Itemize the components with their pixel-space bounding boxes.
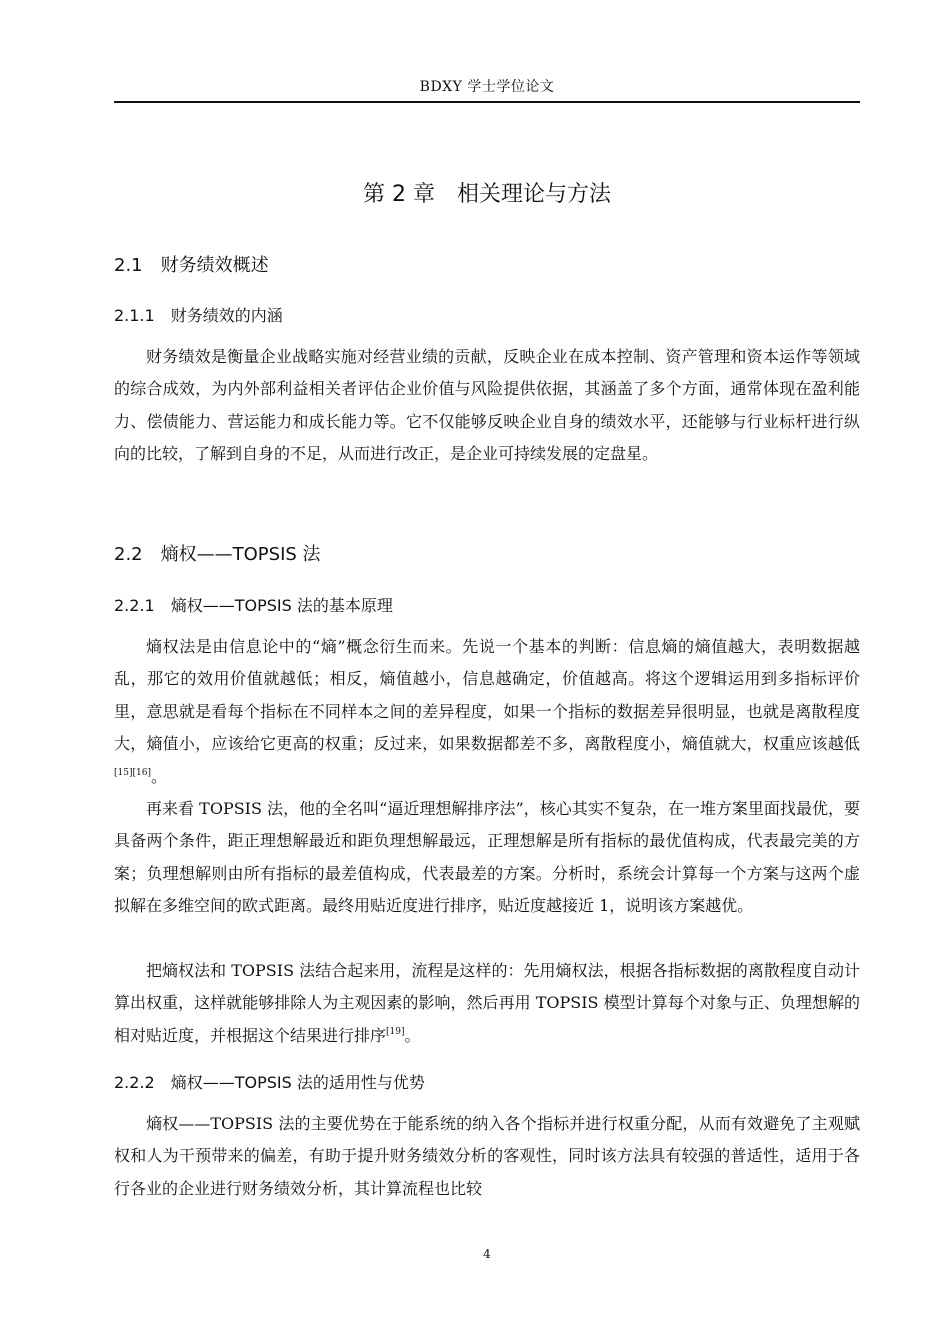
subsection-heading-2-2-1: 2.2.1 熵权——TOPSIS 法的基本原理 [114, 596, 393, 615]
subsection-heading-2-2-2: 2.2.2 熵权——TOPSIS 法的适用性与优势 [114, 1073, 425, 1092]
paragraph-financial-performance: 财务绩效是衡量企业战略实施对经营业绩的贡献，反映企业在成本控制、资产管理和资本运作等领域的综合成效，为内外部利益相关者评估企业价值与风险提供依据，其涵盖了多个方面，通常体现在盈利能力、偿债能力、营运能力和成长能力等。它不仅能够反映企业自身的绩效水平，还能够与行业标杆进行纵向的比较，了解到自身的不足，从而进行改正，是企业可持续发展的定盘星。 [114, 347, 860, 464]
paragraph-tail: 。 [404, 1025, 421, 1045]
paragraph-advantages: 熵权——TOPSIS 法的主要优势在于能系统的纳入各个指标并进行权重分配，从而有效避免了主观赋权和人为干预带来的偏差，有助于提升财务绩效分析的客观性，同时该方法具有较强的普适性，适用于各行各业的企业进行财务绩效分析，其计算流程也比较 [114, 1114, 860, 1198]
paragraph-topsis: 再来看 TOPSIS 法，他的全名叫“逼近理想解排序法”，核心其实不复杂，在一堆方案里面找最优，要具备两个条件，距正理想解最近和距负理想解最远，正理想解是所有指标的最优值构成，代表最完美的方案；负理想解则由所有指标的最差值构成，代表最差的方案。分析时，系统会计算每一个方案与这两个虚拟解在多维空间的欧式距离。最终用贴近度进行排序，贴近度越接近 1，说明该方案越优。 [114, 799, 860, 916]
page-number: 4 [483, 1247, 491, 1261]
section-heading-2-2: 2.2 熵权——TOPSIS 法 [114, 544, 321, 565]
citation: [19] [386, 1026, 405, 1037]
chapter-title: 第 2 章 相关理论与方法 [363, 182, 611, 207]
section-heading-2-1: 2.1 财务绩效概述 [114, 255, 269, 276]
paragraph-tail: 。 [150, 766, 167, 786]
subsection-heading-2-1-1: 2.1.1 财务绩效的内涵 [114, 306, 283, 325]
citation: [15][16] [114, 767, 151, 778]
running-header: BDXY 学士学位论文 [419, 79, 555, 95]
paragraph-text: 熵权法是由信息论中的“熵”概念衍生而来。先说一个基本的判断：信息熵的熵值越大，表明数据越乱，那它的效用价值就越低；相反，熵值越小，信息越确定，价值越高。将这个逻辑运用到多指标评价里，意思就是看每个指标在不同样本之间的差异程度，如果一个指标的数据差异很明显，也就是离散程度大，熵值小，应该给它更高的权重；反过来，如果数据都差不多，离散程度小，熵值就大，权重应该越低 [114, 637, 860, 754]
header-rule [114, 101, 860, 103]
paragraph-combined-method [114, 955, 860, 1052]
paragraph-text: 把熵权法和 TOPSIS 法结合起来用，流程是这样的：先用熵权法，根据各指标数据的离散程度自动计算出权重，这样就能够排除人为主观因素的影响，然后再用 TOPSIS 模型计算每个对象与正、负理想解的相对贴近度，并根据这个结果进行排序 [114, 961, 860, 1045]
paragraph-entropy-weight [114, 631, 860, 793]
